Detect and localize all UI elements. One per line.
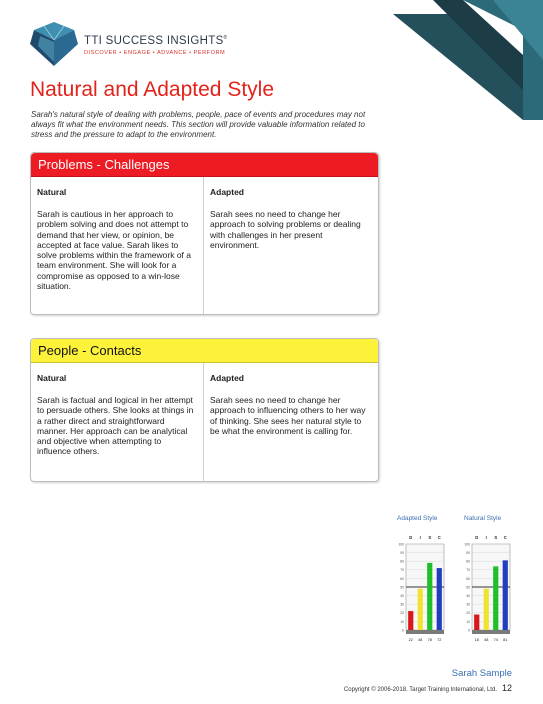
tick-label: 30: [400, 602, 404, 607]
disc-letter: D: [409, 535, 413, 540]
natural-heading: Natural: [37, 373, 67, 383]
panel-header: Problems - Challenges: [31, 153, 378, 177]
adapted-column: [204, 363, 378, 481]
brand-name: TTI SUCCESS INSIGHTS®: [84, 35, 228, 47]
tick-label: 40: [400, 594, 404, 598]
tick-label: 10: [466, 619, 470, 624]
tick-label: 100: [398, 542, 404, 547]
people-contacts-panel: [30, 338, 379, 482]
graph-base: [406, 630, 444, 634]
adapted-heading: Adapted: [210, 373, 244, 383]
bar-s: [427, 563, 432, 630]
bar-value-label: 18: [474, 638, 479, 642]
disc-letter: I: [485, 535, 487, 540]
bar-d: [474, 615, 479, 630]
tick-label: 60: [400, 576, 404, 581]
bar-value-label: 72: [437, 638, 442, 642]
tick-label: 60: [466, 576, 470, 581]
tick-label: 50: [466, 585, 470, 590]
tick-label: 0: [402, 628, 404, 633]
brand-logo: [30, 22, 230, 66]
tick-label: 40: [466, 594, 470, 598]
bar-i: [418, 589, 423, 630]
tick-label: 80: [466, 559, 470, 564]
tick-label: 100: [464, 542, 470, 547]
natural-text: Sarah is cautious in her approach to problem solving and does not attempt to demand that her view, or opinion, be accepted at face value. Sarah likes to solve problems within the framework of a team environment. She will look for a compromise as opposed to a win-lose situation.: [37, 209, 192, 292]
tick-label: 20: [466, 611, 470, 616]
diamond-logo-icon: [30, 22, 78, 66]
tick-label: 30: [466, 602, 470, 607]
bar-value-label: 48: [484, 638, 489, 642]
natural-style-label: Natural Style: [464, 515, 502, 522]
adapted-text: Sarah sees no need to change her approach to solving problems or dealing with challenges in her present environment.: [210, 209, 361, 250]
bar-s: [493, 566, 498, 630]
footer-copyright: [344, 683, 512, 693]
disc-letter: I: [419, 535, 421, 540]
intro-paragraph: Sarah's natural style of dealing with problems, people, pace of events and procedures may not always fit what the environment needs. This section will provide valuable information related to stress and the pressure to adapt to the environment.: [31, 110, 366, 139]
natural-text: Sarah is factual and logical in her attempt to persuade others. She looks at things in a rather direct and straightforward manner. Her approach can be analytical and objective when attempting to influence others.: [37, 395, 194, 457]
disc-letter: D: [475, 535, 479, 540]
brand-tagline: DISCOVER • ENGAGE • ADVANCE • PERFORM: [84, 50, 226, 56]
bar-value-label: 22: [408, 638, 413, 642]
disc-letter: C: [437, 535, 441, 540]
bar-value-label: 74: [493, 638, 498, 642]
tick-label: 50: [400, 585, 404, 590]
page-number: 12: [501, 683, 512, 693]
natural-heading: Natural: [37, 187, 67, 197]
bar-i: [484, 589, 489, 630]
footer-respondent-name: Sarah Sample: [451, 668, 512, 679]
natural-column: [31, 363, 204, 481]
tick-label: 70: [466, 568, 470, 573]
tick-label: 80: [400, 559, 404, 564]
tick-label: 20: [400, 611, 404, 616]
tick-label: 90: [400, 551, 404, 555]
natural-style-graph: [460, 530, 512, 642]
bar-value-label: 81: [503, 638, 508, 642]
natural-column: [31, 177, 204, 314]
adapted-heading: Adapted: [210, 187, 244, 197]
tick-label: 10: [400, 619, 404, 624]
tick-label: 0: [468, 628, 470, 633]
disc-letter: C: [503, 535, 507, 540]
adapted-column: [204, 177, 378, 314]
adapted-text: Sarah sees no need to change her approach to influencing others to her way of thinking. She sees her natural style to be what the environment is calling for.: [210, 395, 366, 436]
page-title: Natural and Adapted Style: [30, 78, 275, 101]
bar-c: [503, 560, 508, 630]
graph-base: [472, 630, 510, 634]
problems-challenges-panel: [30, 152, 379, 315]
copyright-text: Copyright © 2006-2018. Target Training International, Ltd.: [343, 687, 497, 693]
panel-header: People - Contacts: [31, 339, 378, 363]
bar-value-label: 48: [418, 638, 423, 642]
bar-value-label: 78: [427, 638, 432, 642]
disc-letter: S: [428, 535, 432, 540]
tick-label: 90: [466, 551, 470, 555]
adapted-style-graph: [394, 530, 446, 642]
tick-label: 70: [400, 568, 404, 573]
bar-c: [437, 568, 442, 630]
adapted-style-label: Adapted Style: [397, 515, 438, 522]
bar-d: [408, 611, 413, 630]
corner-decoration: [393, 0, 543, 120]
disc-letter: S: [494, 535, 498, 540]
